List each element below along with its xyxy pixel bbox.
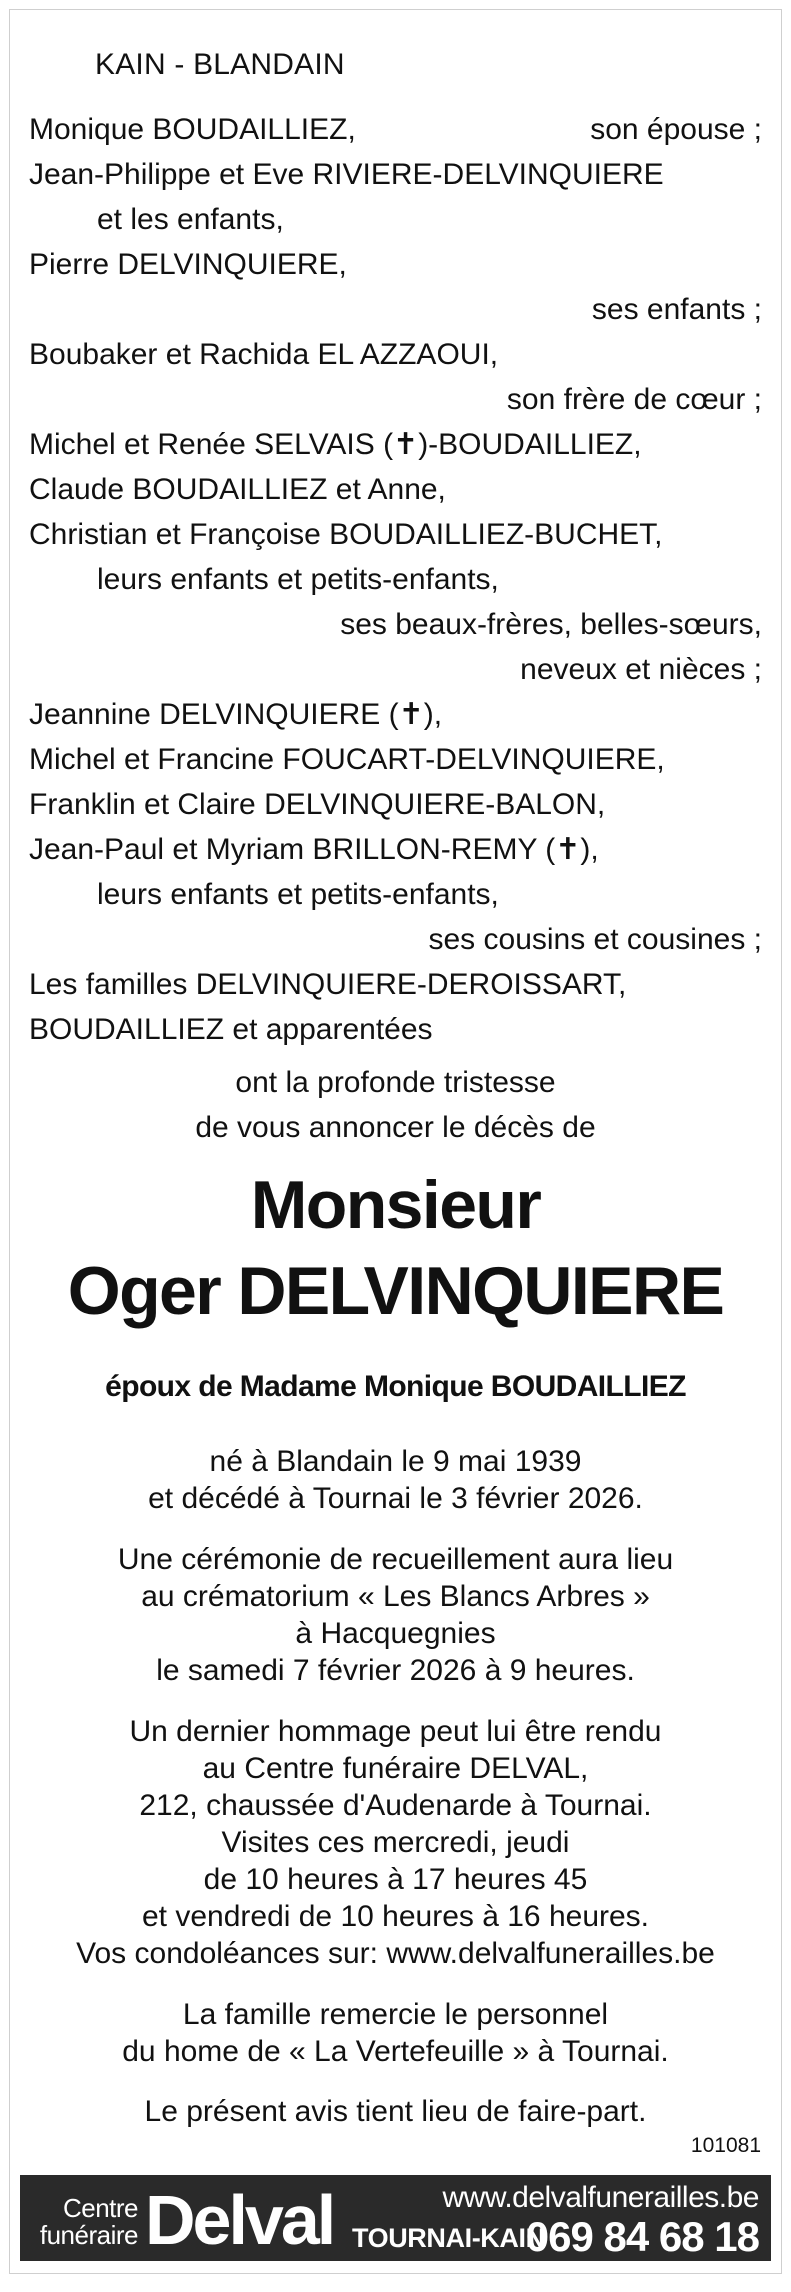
funeral-home-brand: Delval — [145, 2181, 334, 2259]
family-name: Jeannine DELVINQUIERE (✝), — [29, 698, 443, 731]
family-line — [29, 110, 762, 152]
family-line — [29, 650, 762, 692]
banner-label-line: funéraire — [39, 2220, 138, 2251]
family-line — [29, 740, 762, 782]
announcement-line: ont la profonde tristesse — [235, 1066, 556, 1099]
relationship: son frère de cœur ; — [506, 383, 762, 416]
notice-place: KAIN - BLANDAIN — [95, 48, 345, 81]
family-line — [29, 605, 762, 647]
family-name: Monique BOUDAILLIEZ, — [29, 113, 356, 146]
family-line — [29, 1010, 762, 1052]
family-name: Claude BOUDAILLIEZ et Anne, — [29, 473, 446, 506]
family-line — [29, 425, 762, 467]
family-line — [29, 920, 762, 962]
relationship: neveux et nièces ; — [520, 653, 762, 686]
funeral-home-website: www.delvalfunerailles.be — [442, 2181, 759, 2214]
relationship: son épouse ; — [590, 113, 762, 146]
closing-line: Le présent avis tient lieu de faire-part. — [144, 2095, 647, 2128]
family-line — [29, 695, 762, 737]
deceased-name: Oger DELVINQUIERE — [67, 1253, 724, 1329]
homage-line: au Centre funéraire DELVAL, — [202, 1752, 589, 1785]
family-subline: et les enfants, — [97, 203, 284, 236]
family-line — [29, 245, 762, 287]
family-name: Franklin et Claire DELVINQUIERE-BALON, — [29, 788, 606, 821]
family-line — [29, 560, 762, 602]
deceased-title: Monsieur — [250, 1167, 541, 1243]
family-name: BOUDAILLIEZ et apparentées — [29, 1013, 433, 1046]
family-subline: leurs enfants et petits-enfants, — [97, 878, 499, 911]
ceremony-line: le samedi 7 février 2026 à 9 heures. — [156, 1654, 635, 1687]
family-name: Boubaker et Rachida EL AZZAOUI, — [29, 338, 499, 371]
homage-line: 212, chaussée d'Audenarde à Tournai. — [139, 1789, 652, 1822]
family-name: Pierre DELVINQUIERE, — [29, 248, 347, 281]
thanks-line: du home de « La Vertefeuille » à Tournai. — [122, 2035, 669, 2068]
homage-line: de 10 heures à 17 heures 45 — [203, 1863, 588, 1896]
relationship: ses beaux-frères, belles-sœurs, — [340, 608, 762, 641]
ceremony-line: à Hacquegnies — [295, 1617, 496, 1650]
ceremony-line: Une cérémonie de recueillement aura lieu — [117, 1543, 674, 1576]
obituary-notice — [9, 9, 782, 2274]
family-line — [29, 155, 762, 197]
family-name: Christian et Françoise BOUDAILLIEZ-BUCHET, — [29, 518, 663, 551]
announcement-line: de vous annoncer le décès de — [195, 1111, 596, 1144]
family-line — [29, 785, 762, 827]
family-line — [29, 290, 762, 332]
relationship: ses enfants ; — [591, 293, 762, 326]
banner-label-line: Centre — [62, 2193, 138, 2223]
family-name: Jean-Philippe et Eve RIVIERE-DELVINQUIERE — [29, 158, 664, 191]
family-name: Les familles DELVINQUIERE-DEROISSART, — [29, 968, 627, 1001]
family-line — [29, 830, 762, 872]
family-subline: leurs enfants et petits-enfants, — [97, 563, 499, 596]
family-line — [29, 470, 762, 512]
relationship: ses cousins et cousines ; — [428, 923, 762, 956]
family-name: Michel et Francine FOUCART-DELVINQUIERE, — [29, 743, 665, 776]
family-line — [29, 875, 762, 917]
funeral-home-phone: 069 84 68 18 — [525, 2213, 759, 2260]
family-line — [29, 335, 762, 377]
family-line — [29, 200, 762, 242]
family-name: Jean-Paul et Myriam BRILLON-REMY (✝), — [29, 833, 599, 866]
homage-line: Visites ces mercredi, jeudi — [221, 1826, 570, 1859]
spouse-line: époux de Madame Monique BOUDAILLIEZ — [105, 1370, 686, 1403]
homage-line: et vendredi de 10 heures à 16 heures. — [141, 1900, 650, 1933]
birth-death-line: et décédé à Tournai le 3 février 2026. — [148, 1482, 643, 1515]
condolences-line: Vos condoléances sur: www.delvalfunerailles.be — [76, 1937, 715, 1970]
funeral-home-banner — [20, 2175, 771, 2261]
funeral-home-location: TOURNAI-KAIN — [352, 2223, 545, 2253]
ceremony-line: au crématorium « Les Blancs Arbres » — [141, 1580, 650, 1613]
notice-reference: 101081 — [690, 2134, 761, 2157]
family-line — [29, 515, 762, 557]
family-name: Michel et Renée SELVAIS (✝)-BOUDAILLIEZ, — [29, 428, 642, 461]
thanks-line: La famille remercie le personnel — [182, 1998, 609, 2031]
family-line — [29, 965, 762, 1007]
funeral-home-type — [28, 2195, 138, 2250]
birth-death-line: né à Blandain le 9 mai 1939 — [209, 1445, 582, 1478]
family-line — [29, 380, 762, 422]
homage-line: Un dernier hommage peut lui être rendu — [129, 1715, 662, 1748]
